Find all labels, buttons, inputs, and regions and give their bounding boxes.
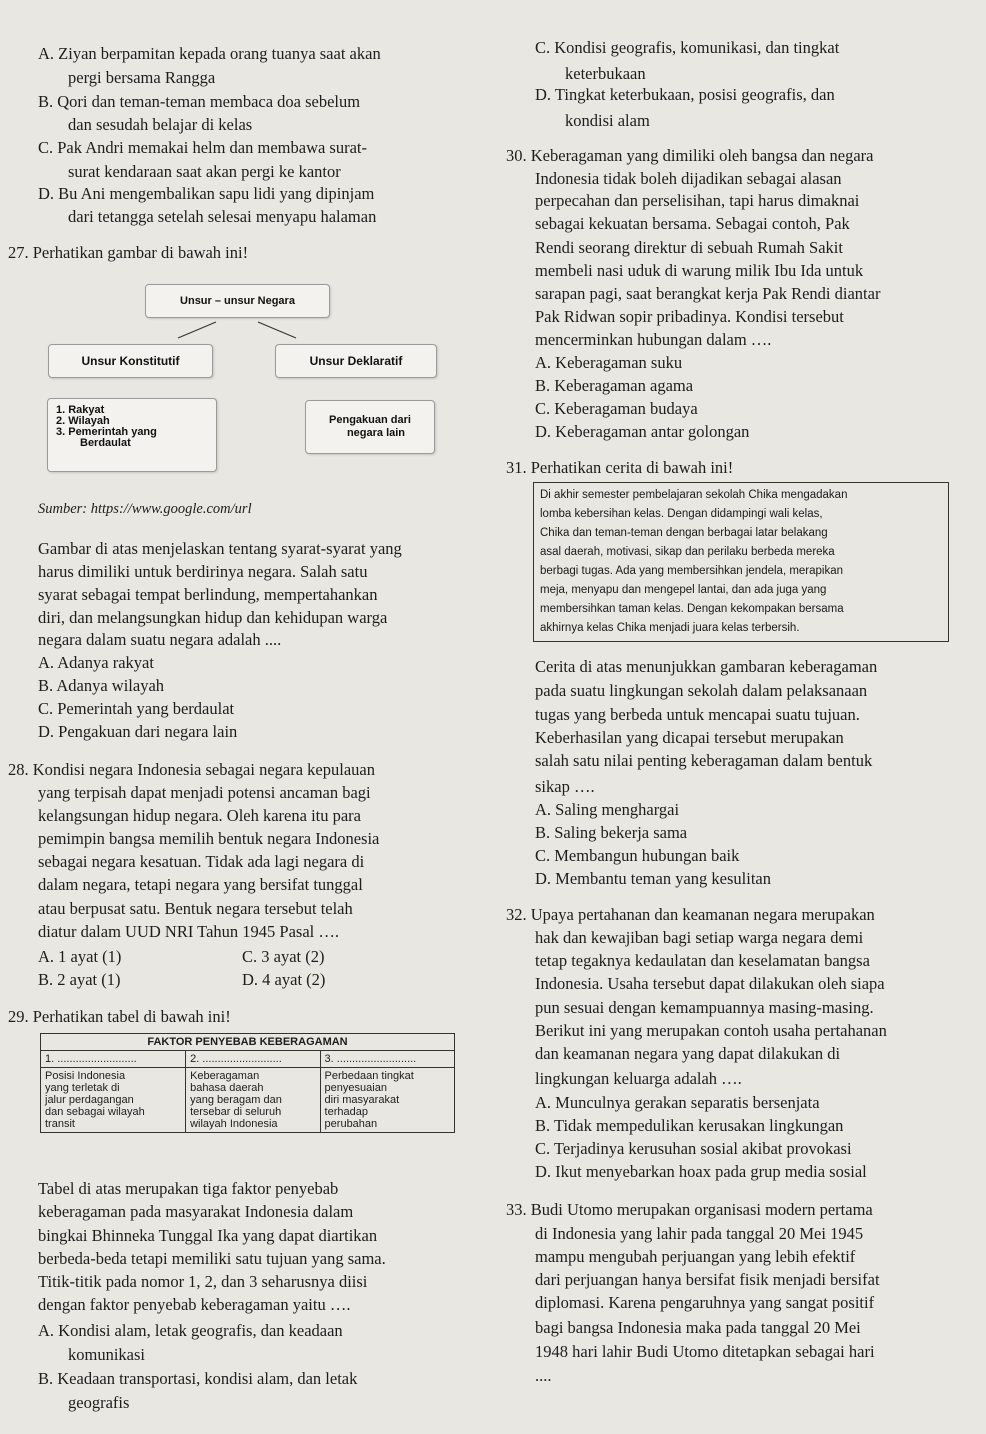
q26-option-b: B. Qori dan teman-teman membaca doa sebelum [38,92,361,111]
q26-option-d-cont: dari tetangga setelah selesai menyapu halaman [68,207,377,226]
q29-option-a: A. Kondisi alam, letak geografis, dan keadaan [38,1321,343,1340]
q29-text-line: dengan faktor penyebab keberagaman yaitu …. [38,1295,351,1314]
cell-line: wilayah Indonesia [190,1118,278,1130]
q27-text-line: negara dalam suatu negara adalah .... [38,630,282,649]
cell-line: bahasa daerah [190,1082,264,1094]
diagram-node-deklaratif: Unsur Deklaratif [275,344,437,378]
q27-text-line: diri, dan melangsungkan hidup dan kehidupan warga [38,608,388,627]
q29-text-line: berbeda-beda tetapi memiliki satu tujuan yang sama. [38,1249,386,1268]
table-cell [41,1068,186,1133]
q30-option-c: C. Keberagaman budaya [535,399,698,418]
q28-option-b: B. 2 ayat (1) [38,970,121,989]
q26-option-c-cont: surat kendaraan saat akan pergi ke kantor [68,162,341,181]
q27-text-line: harus dimiliki untuk berdirinya negara. Salah satu [38,562,368,581]
q31-text-line: Keberhasilan yang dicapai tersebut merupakan [535,728,844,747]
q33-text-line: 1948 hari lahir Budi Utomo ditetapkan sebagai hari [535,1342,875,1361]
q29-option-d-cont: kondisi alam [565,111,650,130]
diagram-deklaratif-item [305,400,435,454]
q27-option-a: A. Adanya rakyat [38,653,154,672]
q30-option-a: A. Keberagaman suku [535,353,683,372]
q33-text-line: 33. Budi Utomo merupakan organisasi modern pertama [506,1200,873,1219]
diagram-item-berdaulat: Berdaulat [80,437,131,449]
q33-text-line: di Indonesia yang lahir pada tanggal 20 Mei 1945 [535,1224,864,1243]
q32-text-line: hak dan kewajiban bagi setiap warga negara demi [535,928,864,947]
cell-line: diri masyarakat [324,1094,400,1106]
story-line: berbagi tugas. Ada yang membersihkan jendela, merapikan [540,565,844,577]
q29-option-d: D. Tingkat keterbukaan, posisi geografis, dan [535,85,835,104]
diversity-factors-table [40,1033,455,1133]
q27-option-d: D. Pengakuan dari negara lain [38,722,238,741]
story-line: lomba kebersihan kelas. Dengan didampingi wali kelas, [540,508,823,520]
q27-stem: 27. Perhatikan gambar di bawah ini! [8,243,249,262]
q32-option-b: B. Tidak mempedulikan kerusakan lingkungan [535,1116,844,1135]
q26-option-a-cont: pergi bersama Rangga [68,68,216,87]
q30-text-line: Indonesia tidak boleh dijadikan sebagai alasan [535,169,842,188]
table-cell [320,1068,454,1133]
cell-line: jalur perdagangan [45,1094,134,1106]
q28-text-line: kelangsungan hidup negara. Oleh karena itu para [38,806,361,825]
q27-text-line: Gambar di atas menjelaskan tentang syarat-syarat yang [38,539,402,558]
q30-text-line: mencerminkan hubungan dalam …. [535,330,772,349]
q33-text-line: dari perjuangan hanya bersifat fisik menjadi bersifat [535,1270,880,1289]
q32-text-line: lingkungan keluarga adalah …. [535,1069,742,1088]
q32-text-line: pun sesuai dengan kemampuannya masing-masing. [535,998,874,1017]
q30-text-line: sebagai kekuatan bersama. Sebagai contoh, Pak [535,214,850,233]
q30-text-line: membeli nasi uduk di warung milik Ibu Ida untuk [535,261,864,280]
story-line: akhirnya kelas Chika menjadi juara kelas terbersih. [540,622,800,634]
table-cell [186,1068,320,1133]
q32-option-a: A. Munculnya gerakan separatis bersenjata [535,1093,820,1112]
q27-text-line: syarat sebagai tempat berlindung, mempertahankan [38,585,378,604]
story-line: meja, menyapu dan mengepel lantai, dan ada juga yang [540,584,827,596]
cell-line: Perbedaan tingkat [324,1070,414,1082]
cell-line: tersebar di seluruh [190,1106,282,1118]
q30-text-line: perpecahan dan perselisihan, tapi harus dimaknai [535,191,860,210]
q32-text-line: dan keamanan negara yang dapat dilakukan di [535,1044,841,1063]
q30-text-line: Rendi seorang direktur di sebuah Rumah Sakit [535,238,843,257]
cell-line: Keberagaman [190,1070,260,1082]
story-line: membersihkan taman kelas. Dengan kekompakan bersama [540,603,844,615]
q31-story-box [533,482,949,642]
story-line: Di akhir semester pembelajaran sekolah Chika mengadakan [540,489,848,501]
q30-option-d: D. Keberagaman antar golongan [535,422,750,441]
q31-text-line: Cerita di atas menunjukkan gambaran keberagaman [535,657,878,676]
q29-option-a-cont: komunikasi [68,1345,145,1364]
q28-text-line: atau berpusat satu. Bentuk negara tersebut telah [38,899,353,918]
q32-text-line: Indonesia. Usaha tersebut dapat dilakukan oleh siapa [535,974,885,993]
q29-text-line: keberagaman pada masyarakat Indonesia dalam [38,1202,354,1221]
q28-text-line: 28. Kondisi negara Indonesia sebagai negara kepulauan [8,760,375,779]
q29-option-c: C. Kondisi geografis, komunikasi, dan tingkat [535,38,840,57]
diagram-item-pengakuan: Pengakuan dari [329,414,411,426]
cell-line: Posisi Indonesia [45,1070,126,1082]
q32-text-line: tetap tegaknya kedaulatan dan keselamatan bangsa [535,951,870,970]
q28-text-line: yang terpisah dapat menjadi potensi ancaman bagi [38,783,371,802]
q31-stem: 31. Perhatikan cerita di bawah ini! [506,458,734,477]
table-blank-3: 3. .......................... [320,1051,454,1068]
cell-line: transit [45,1118,75,1130]
q26-option-c: C. Pak Andri memakai helm dan membawa surat- [38,138,368,157]
table-blank-1: 1. .......................... [41,1051,186,1068]
q31-text-line: pada suatu lingkungan sekolah dalam pelaksanaan [535,681,868,700]
q31-option-b: B. Saling bekerja sama [535,823,688,842]
q29-text-line: Titik-titik pada nomor 1, 2, dan 3 seharusnya diisi [38,1272,368,1291]
q31-text-line: tugas yang berbeda untuk mencapai suatu tujuan. [535,705,860,724]
q29-option-b-cont: geografis [68,1393,130,1412]
diagram-item-rakyat: 1. Rakyat [56,404,105,416]
cell-line: yang terletak di [45,1082,120,1094]
q30-text-line: Pak Ridwan sopir pribadinya. Kondisi tersebut [535,307,844,326]
table-blank-2: 2. .......................... [186,1051,320,1068]
q29-option-c-cont: keterbukaan [565,64,646,83]
table-title: FAKTOR PENYEBAB KEBERAGAMAN [41,1034,455,1051]
q32-option-c: C. Terjadinya kerusuhan sosial akibat provokasi [535,1139,852,1158]
q32-text-line: 32. Upaya pertahanan dan keamanan negara merupakan [506,905,875,924]
diagram-item-negara-lain: negara lain [346,427,406,439]
diagram-item-wilayah: 2. Wilayah [56,415,110,427]
q28-option-d: D. 4 ayat (2) [242,970,326,989]
q33-text-line: mampu mengubah perjuangan yang lebih efektif [535,1247,856,1266]
cell-line: dan sebagai wilayah [45,1106,145,1118]
q30-text-line: sarapan pagi, saat berangkat kerja Pak Rendi diantar [535,284,881,303]
diagram-node-konstitutif: Unsur Konstitutif [48,344,213,378]
cell-line: penyesuaian [324,1082,387,1094]
q31-text-line: sikap …. [535,777,595,796]
q29-text-line: Tabel di atas merupakan tiga faktor penyebab [38,1179,339,1198]
q33-text-line: diplomasi. Karena pengaruhnya yang sangat positif [535,1293,875,1312]
q26-option-d: D. Bu Ani mengembalikan sapu lidi yang dipinjam [38,184,375,203]
q27-option-b: B. Adanya wilayah [38,676,165,695]
q30-text-line: 30. Keberagaman yang dimiliki oleh bangsa dan negara [506,146,874,165]
q33-text-line: bagi bangsa Indonesia maka pada tanggal 20 Mei [535,1318,861,1337]
cell-line: yang beragam dan [190,1094,282,1106]
q31-option-c: C. Membangun hubungan baik [535,846,740,865]
diagram-konstitutif-list [47,398,217,472]
q28-text-line: diatur dalam UUD NRI Tahun 1945 Pasal …. [38,922,339,941]
table-row [41,1068,455,1133]
q29-stem: 29. Perhatikan tabel di bawah ini! [8,1007,231,1026]
q28-option-c: C. 3 ayat (2) [242,947,325,966]
cell-line: perubahan [324,1118,378,1130]
q28-text-line: sebagai negara kesatuan. Tidak ada lagi negara di [38,852,365,871]
q27-option-c: C. Pemerintah yang berdaulat [38,699,235,718]
q29-option-b: B. Keadaan transportasi, kondisi alam, dan letak [38,1369,358,1388]
q28-option-a: A. 1 ayat (1) [38,947,122,966]
q26-option-a: A. Ziyan berpamitan kepada orang tuanya saat akan [38,44,381,63]
story-line: asal daerah, motivasi, sikap dan perilaku berbeda mereka [540,546,835,558]
q31-text-line: salah satu nilai penting keberagaman dalam bentuk [535,751,873,770]
cell-line: terhadap [324,1106,368,1118]
q28-text-line: pemimpin bangsa memilih bentuk negara Indonesia [38,829,380,848]
q29-text-line: bingkai Bhinneka Tunggal Ika yang dapat diartikan [38,1226,378,1245]
q27-source: Sumber: https://www.google.com/url [38,501,252,517]
diagram-root: Unsur – unsur Negara [145,284,330,318]
q31-option-d: D. Membantu teman yang kesulitan [535,869,771,888]
q32-option-d: D. Ikut menyebarkan hoax pada grup media sosial [535,1162,867,1181]
table-row [41,1051,455,1068]
diagram-item-pemerintah: 3. Pemerintah yang [56,426,157,438]
q28-text-line: dalam negara, tetapi negara yang bersifat tunggal [38,875,363,894]
q32-text-line: Berikut ini yang merupakan contoh usaha pertahanan [535,1021,887,1040]
q31-option-a: A. Saling menghargai [535,800,680,819]
story-line: Chika dan teman-teman dengan berbagai latar belakang [540,527,828,539]
q26-option-b-cont: dan sesudah belajar di kelas [68,115,253,134]
q33-text-line: .... [535,1366,552,1385]
q30-option-b: B. Keberagaman agama [535,376,694,395]
